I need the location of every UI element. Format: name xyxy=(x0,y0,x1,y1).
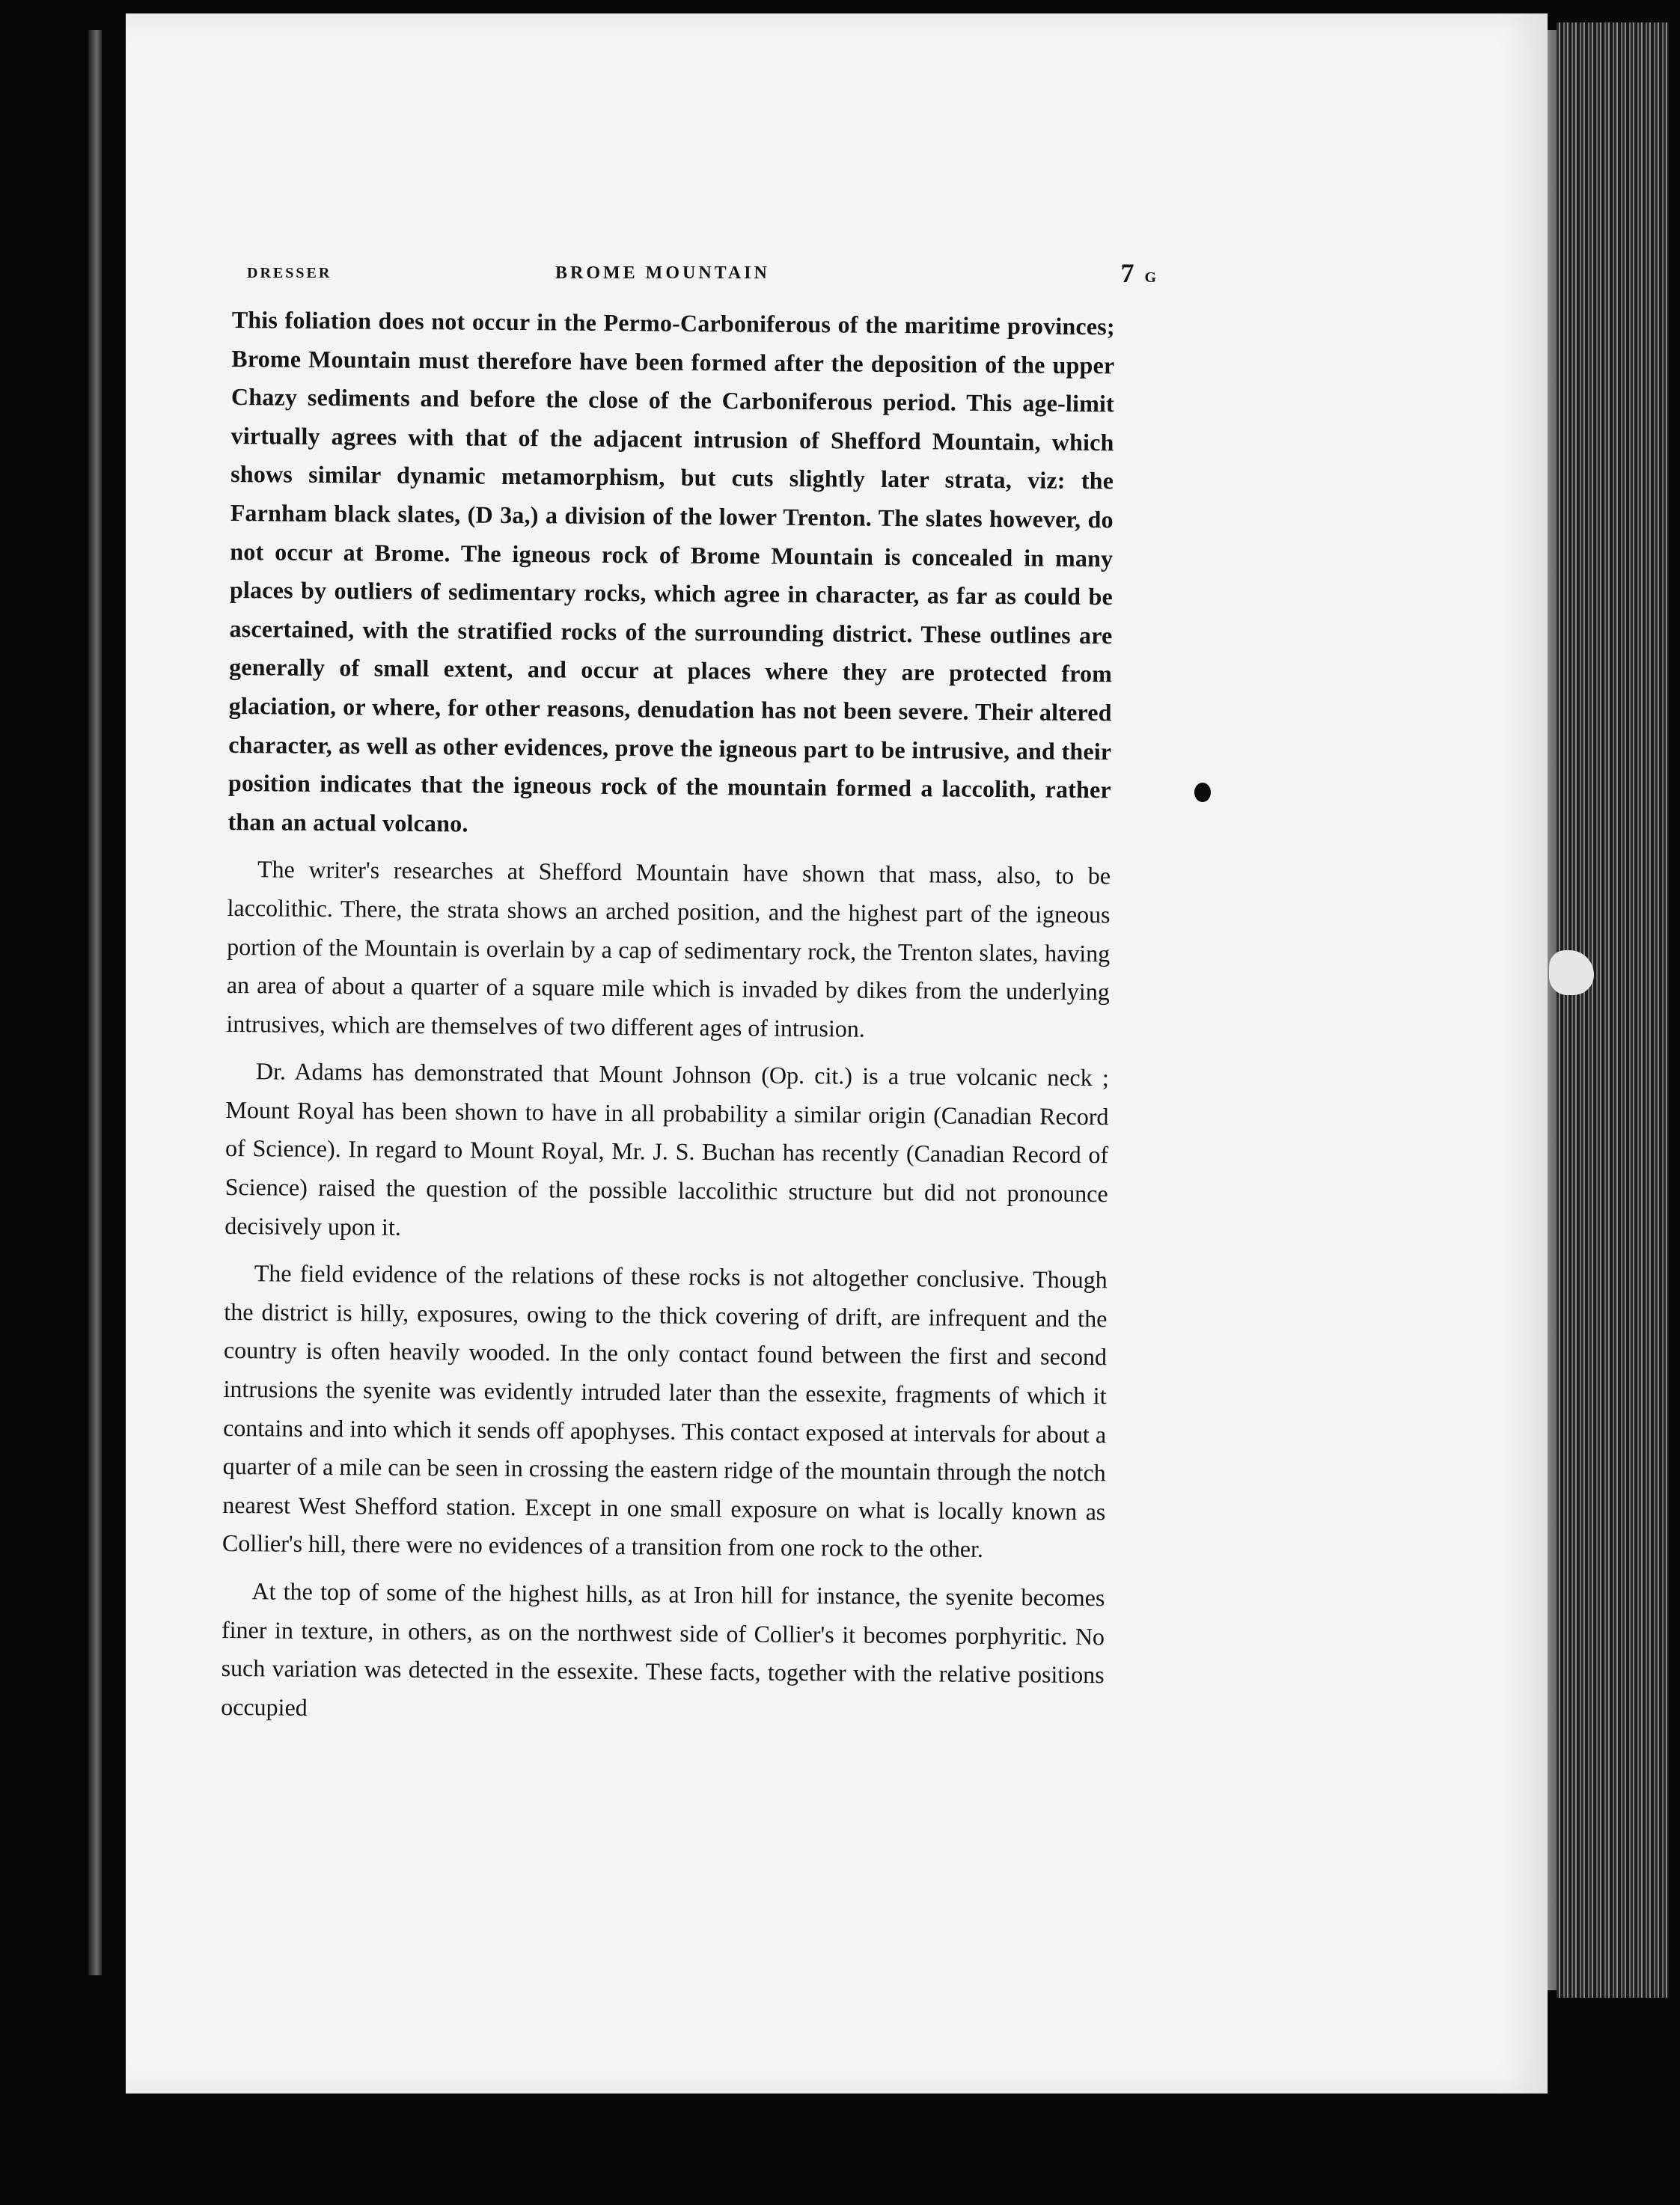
page-number-digit: 7 xyxy=(1120,258,1134,288)
paragraph-3: Dr. Adams has demonstrated that Mount Johnson (Op. cit.) is a true volcanic neck ; Mount Royal has been shown to have in all probability a similar origin (Canadian Record of Science). In regard to Mount Royal, Mr. J. S. Buchan has recently (Canadian Record of Science) raised the question of the possible laccolithic structure but did not pronounce decisively upon it. xyxy=(224,1057,1110,1241)
paragraph-4: The field evidence of the relations of these rocks is not altogether conclusive. Though the district is hilly, exposures, owing to the thick covering of drift, are infrequent and the country is often heavily wooded. In the only contact found between the first and second intrusions the syenite was evidently intruded later than the essexite, fragments of which it contains and into which it sends off apophyses. This contact exposed at intervals for about a quarter of a mile can be seen in crossing the eastern ridge of the mountain through the notch nearest West Shefford station. Except in one small exposure on what is locally known as Collier's hill, there were no evidences of a transition from one rock to the other. xyxy=(222,1259,1108,1563)
paragraph-5: At the top of some of the highest hills, as at Iron hill for instance, the syenite becomes finer in texture, in others, as on the northwest side of Collier's it becomes porphyritic. No such variation was detected in the essexite. These facts, together with the relative positions occupied xyxy=(221,1577,1105,1721)
book-page-stack-edges xyxy=(1557,22,1669,1998)
previous-page-edge xyxy=(88,30,102,1975)
page-section-letter: G xyxy=(1144,269,1156,286)
binding-hole-mark xyxy=(1194,783,1211,802)
page-number xyxy=(1120,257,1156,289)
paragraph-2: The writer's researches at Shefford Mountain have shown that mass, also, to be laccolithic. There, the strata shows an arched position, and the highest part of the igneous portion of the Mountain is overlain by a cap of sedimentary rock, the Trenton slates, having an area of about a quarter of a square mile which is invaded by dikes from the underlying intrusives, which are themselves of two different ages of intrusion. xyxy=(226,855,1111,1042)
body-text xyxy=(221,301,1115,1743)
running-head-title: BROME MOUNTAIN xyxy=(555,263,770,283)
paragraph-1: This foliation does not occur in the Permo-Carboniferous of the maritime provinces; Brome Mountain must therefore have been formed after the deposition of the upper Chazy sediments and before the close of the Carboniferous period. This age-limit virtually agrees with that of the adjacent intrusion of Shefford Mountain, which shows similar dynamic metamorphism, but cuts slightly later strata, viz: the Farnham black slates, (D 3a,) a division of the lower Trenton. The slates however, do not occur at Brome. The igneous rock of Brome Mountain is concealed in many places by outliers of sedimentary rocks, which agree in character, as far as could be ascertained, with the stratified rocks of the surrounding district. These outlines are generally of small extent, and occur at places where they are protected from glaciation, or where, for other reasons, denudation has not been severe. Their altered character, as well as other evidences, prove the igneous part to be intrusive, and their position indicates that the igneous rock of the mountain formed a laccolith, rather than an actual volcano. xyxy=(227,305,1115,837)
running-head-author: DRESSER xyxy=(247,265,332,281)
running-head xyxy=(247,258,1156,295)
